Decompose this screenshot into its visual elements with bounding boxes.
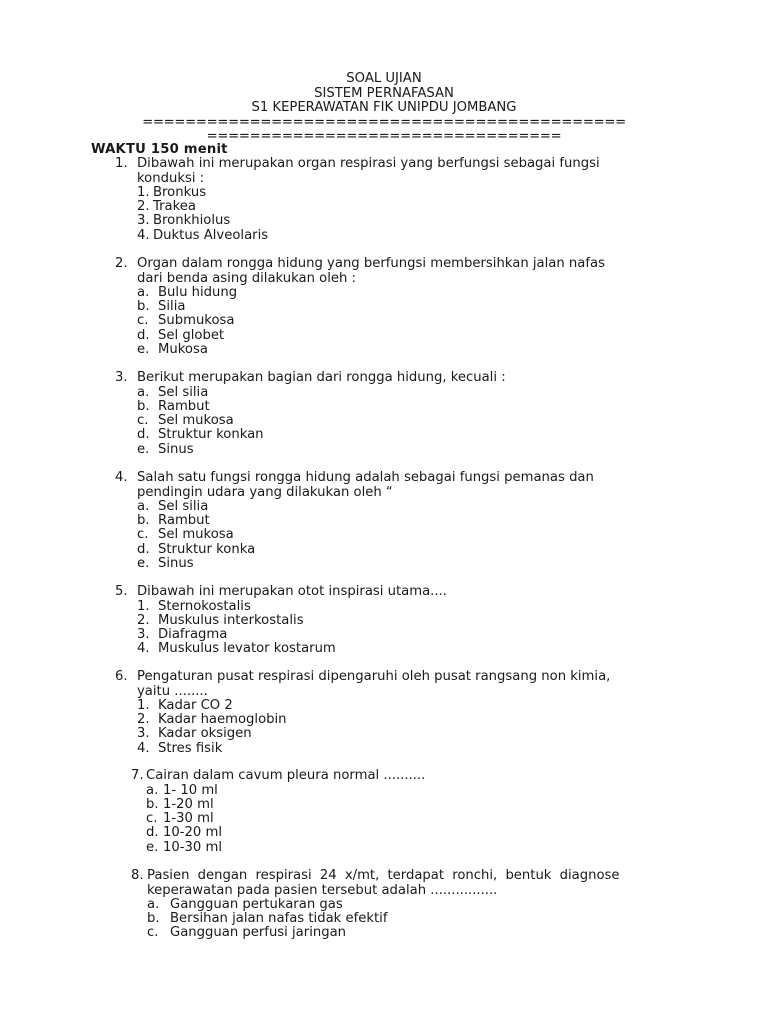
question-text-line: Organ dalam rongga hidung yang berfungsi membersihkan jalan nafas: [137, 256, 605, 271]
option-marker: a.: [137, 385, 150, 400]
separator-line-1: =============================================: [142, 114, 626, 130]
option-text: Sternokostalis: [158, 599, 251, 614]
option-marker: b.: [147, 911, 160, 926]
answer-option: [137, 557, 194, 571]
answer-option: [137, 528, 234, 542]
option-text: Kadar CO 2: [158, 698, 233, 713]
option-text: Sel mukosa: [158, 527, 234, 542]
answer-option: [137, 727, 252, 741]
option-text: Struktur konka: [158, 542, 256, 557]
option-marker: b.: [137, 399, 150, 414]
question-text-line: Dibawah ini merupakan otot inspirasi utama....: [137, 584, 447, 599]
exam-title: SOAL UJIAN: [346, 71, 422, 86]
question-number: 6.: [115, 669, 128, 684]
option-text: Struktur konkan: [158, 427, 264, 442]
question-text-line: Salah satu fungsi rongga hidung adalah sebagai fungsi pemanas dan: [137, 470, 594, 485]
option-marker: 1.: [137, 698, 150, 713]
answer-option: [137, 742, 222, 756]
option-text: Gangguan pertukaran gas: [170, 897, 343, 912]
option-marker: 1.: [137, 185, 150, 200]
option-marker: e.: [137, 556, 150, 571]
option-text: Sel globet: [158, 328, 225, 343]
option-marker: a.: [137, 285, 150, 300]
separator-line-2: =================================: [206, 129, 562, 145]
option-marker: c.: [137, 527, 149, 542]
exam-subject: SISTEM PERNAFASAN: [314, 85, 454, 101]
option-text: 10-20 ml: [163, 825, 223, 840]
option-text: Diafragma: [158, 627, 228, 642]
option-text: 1- 10 ml: [163, 783, 218, 798]
option-marker: d.: [137, 542, 150, 557]
question-text-line: Cairan dalam cavum pleura normal ..........: [146, 768, 426, 783]
question-text-line: Pengaturan pusat respirasi dipengaruhi oleh pusat rangsang non kimia,: [137, 669, 611, 684]
option-marker: 4.: [137, 641, 150, 656]
option-marker: 3.: [137, 627, 150, 642]
option-text: Submukosa: [158, 313, 235, 328]
answer-option: [137, 314, 235, 328]
option-text: Muskulus levator kostarum: [158, 641, 336, 656]
question-text-line: Pasien dengan respirasi 24 x/mt, terdapat ronchi, bentuk diagnose: [147, 868, 620, 883]
answer-option: [137, 343, 208, 357]
option-marker: c.: [137, 413, 149, 428]
option-marker: a.: [147, 897, 160, 912]
option-text: Bronkus: [153, 185, 207, 200]
question-text-line: keperawatan pada pasien tersebut adalah ................: [147, 883, 498, 898]
option-text: Bulu hidung: [158, 285, 238, 300]
option-marker: 3.: [137, 726, 150, 741]
option-marker: 2.: [137, 199, 150, 214]
option-marker: d.: [137, 328, 150, 343]
question-number: 2.: [115, 256, 128, 271]
option-text: Bersihan jalan nafas tidak efektif: [170, 911, 388, 926]
document-header: [0, 72, 768, 145]
option-text: Silia: [158, 299, 186, 314]
option-text: Muskulus interkostalis: [158, 613, 304, 628]
option-marker: a.: [137, 499, 150, 514]
option-text: Sel silia: [158, 499, 209, 514]
option-marker: a.: [146, 783, 159, 798]
answer-option: [137, 428, 264, 442]
question-number: 3.: [115, 370, 128, 385]
option-text: 1-30 ml: [163, 811, 214, 826]
question-number: 4.: [115, 470, 128, 485]
option-marker: d.: [137, 427, 150, 442]
question-number: 5.: [115, 584, 128, 599]
answer-option: [146, 826, 222, 840]
answer-option: [137, 286, 237, 300]
option-marker: 1.: [137, 599, 150, 614]
option-text: Kadar haemoglobin: [158, 712, 287, 727]
answer-option: [146, 841, 222, 855]
option-text: Sinus: [158, 556, 194, 571]
option-marker: 3.: [137, 213, 150, 228]
option-text: Sinus: [158, 442, 194, 457]
option-text: Gangguan perfusi jaringan: [170, 925, 347, 940]
question-number: 8.: [131, 868, 144, 883]
option-marker: b.: [146, 797, 159, 812]
option-text: Mukosa: [158, 342, 208, 357]
option-marker: c.: [146, 811, 158, 826]
option-marker: c.: [137, 313, 149, 328]
option-text: 1-20 ml: [163, 797, 214, 812]
answer-option: [137, 443, 194, 457]
option-text: Rambut: [158, 513, 210, 528]
answer-option: [137, 229, 268, 243]
option-text: Bronkhiolus: [153, 213, 231, 228]
option-marker: e.: [146, 840, 159, 855]
question-text-line: dari benda asing dilakukan oleh :: [137, 271, 356, 286]
option-text: Duktus Alveolaris: [153, 228, 269, 243]
option-text: 10-30 ml: [163, 840, 223, 855]
option-marker: b.: [137, 513, 150, 528]
option-marker: d.: [146, 825, 159, 840]
option-text: Kadar oksigen: [158, 726, 252, 741]
option-text: Sel mukosa: [158, 413, 234, 428]
question-text-line: Dibawah ini merupakan organ respirasi yang berfungsi sebagai fungsi: [137, 156, 600, 171]
option-marker: 2.: [137, 613, 150, 628]
option-marker: e.: [137, 442, 150, 457]
option-text: Sel silia: [158, 385, 209, 400]
option-marker: c.: [147, 925, 159, 940]
question-number: 1.: [115, 156, 128, 171]
exam-duration: WAKTU 150 menit: [91, 142, 228, 157]
answer-option: [137, 543, 255, 557]
option-marker: 4.: [137, 228, 150, 243]
question-text-line: konduksi :: [137, 171, 205, 186]
option-marker: b.: [137, 299, 150, 314]
exam-institution: S1 KEPERAWATAN FIK UNIPDU JOMBANG: [251, 100, 517, 116]
option-text: Stres fisik: [158, 741, 223, 756]
option-text: Rambut: [158, 399, 210, 414]
option-marker: e.: [137, 342, 150, 357]
answer-option: [147, 926, 346, 940]
question-text-line: Berikut merupakan bagian dari rongga hidung, kecuali :: [137, 370, 506, 385]
option-text: Trakea: [153, 199, 196, 214]
answer-option: [137, 214, 230, 228]
question-text-line: pendingin udara yang dilakukan oleh “: [137, 485, 393, 500]
option-marker: 2.: [137, 712, 150, 727]
question-text-line: yaitu ........: [137, 684, 208, 699]
answer-option: [137, 642, 336, 656]
question-number: 7.: [131, 768, 144, 783]
option-marker: 4.: [137, 741, 150, 756]
